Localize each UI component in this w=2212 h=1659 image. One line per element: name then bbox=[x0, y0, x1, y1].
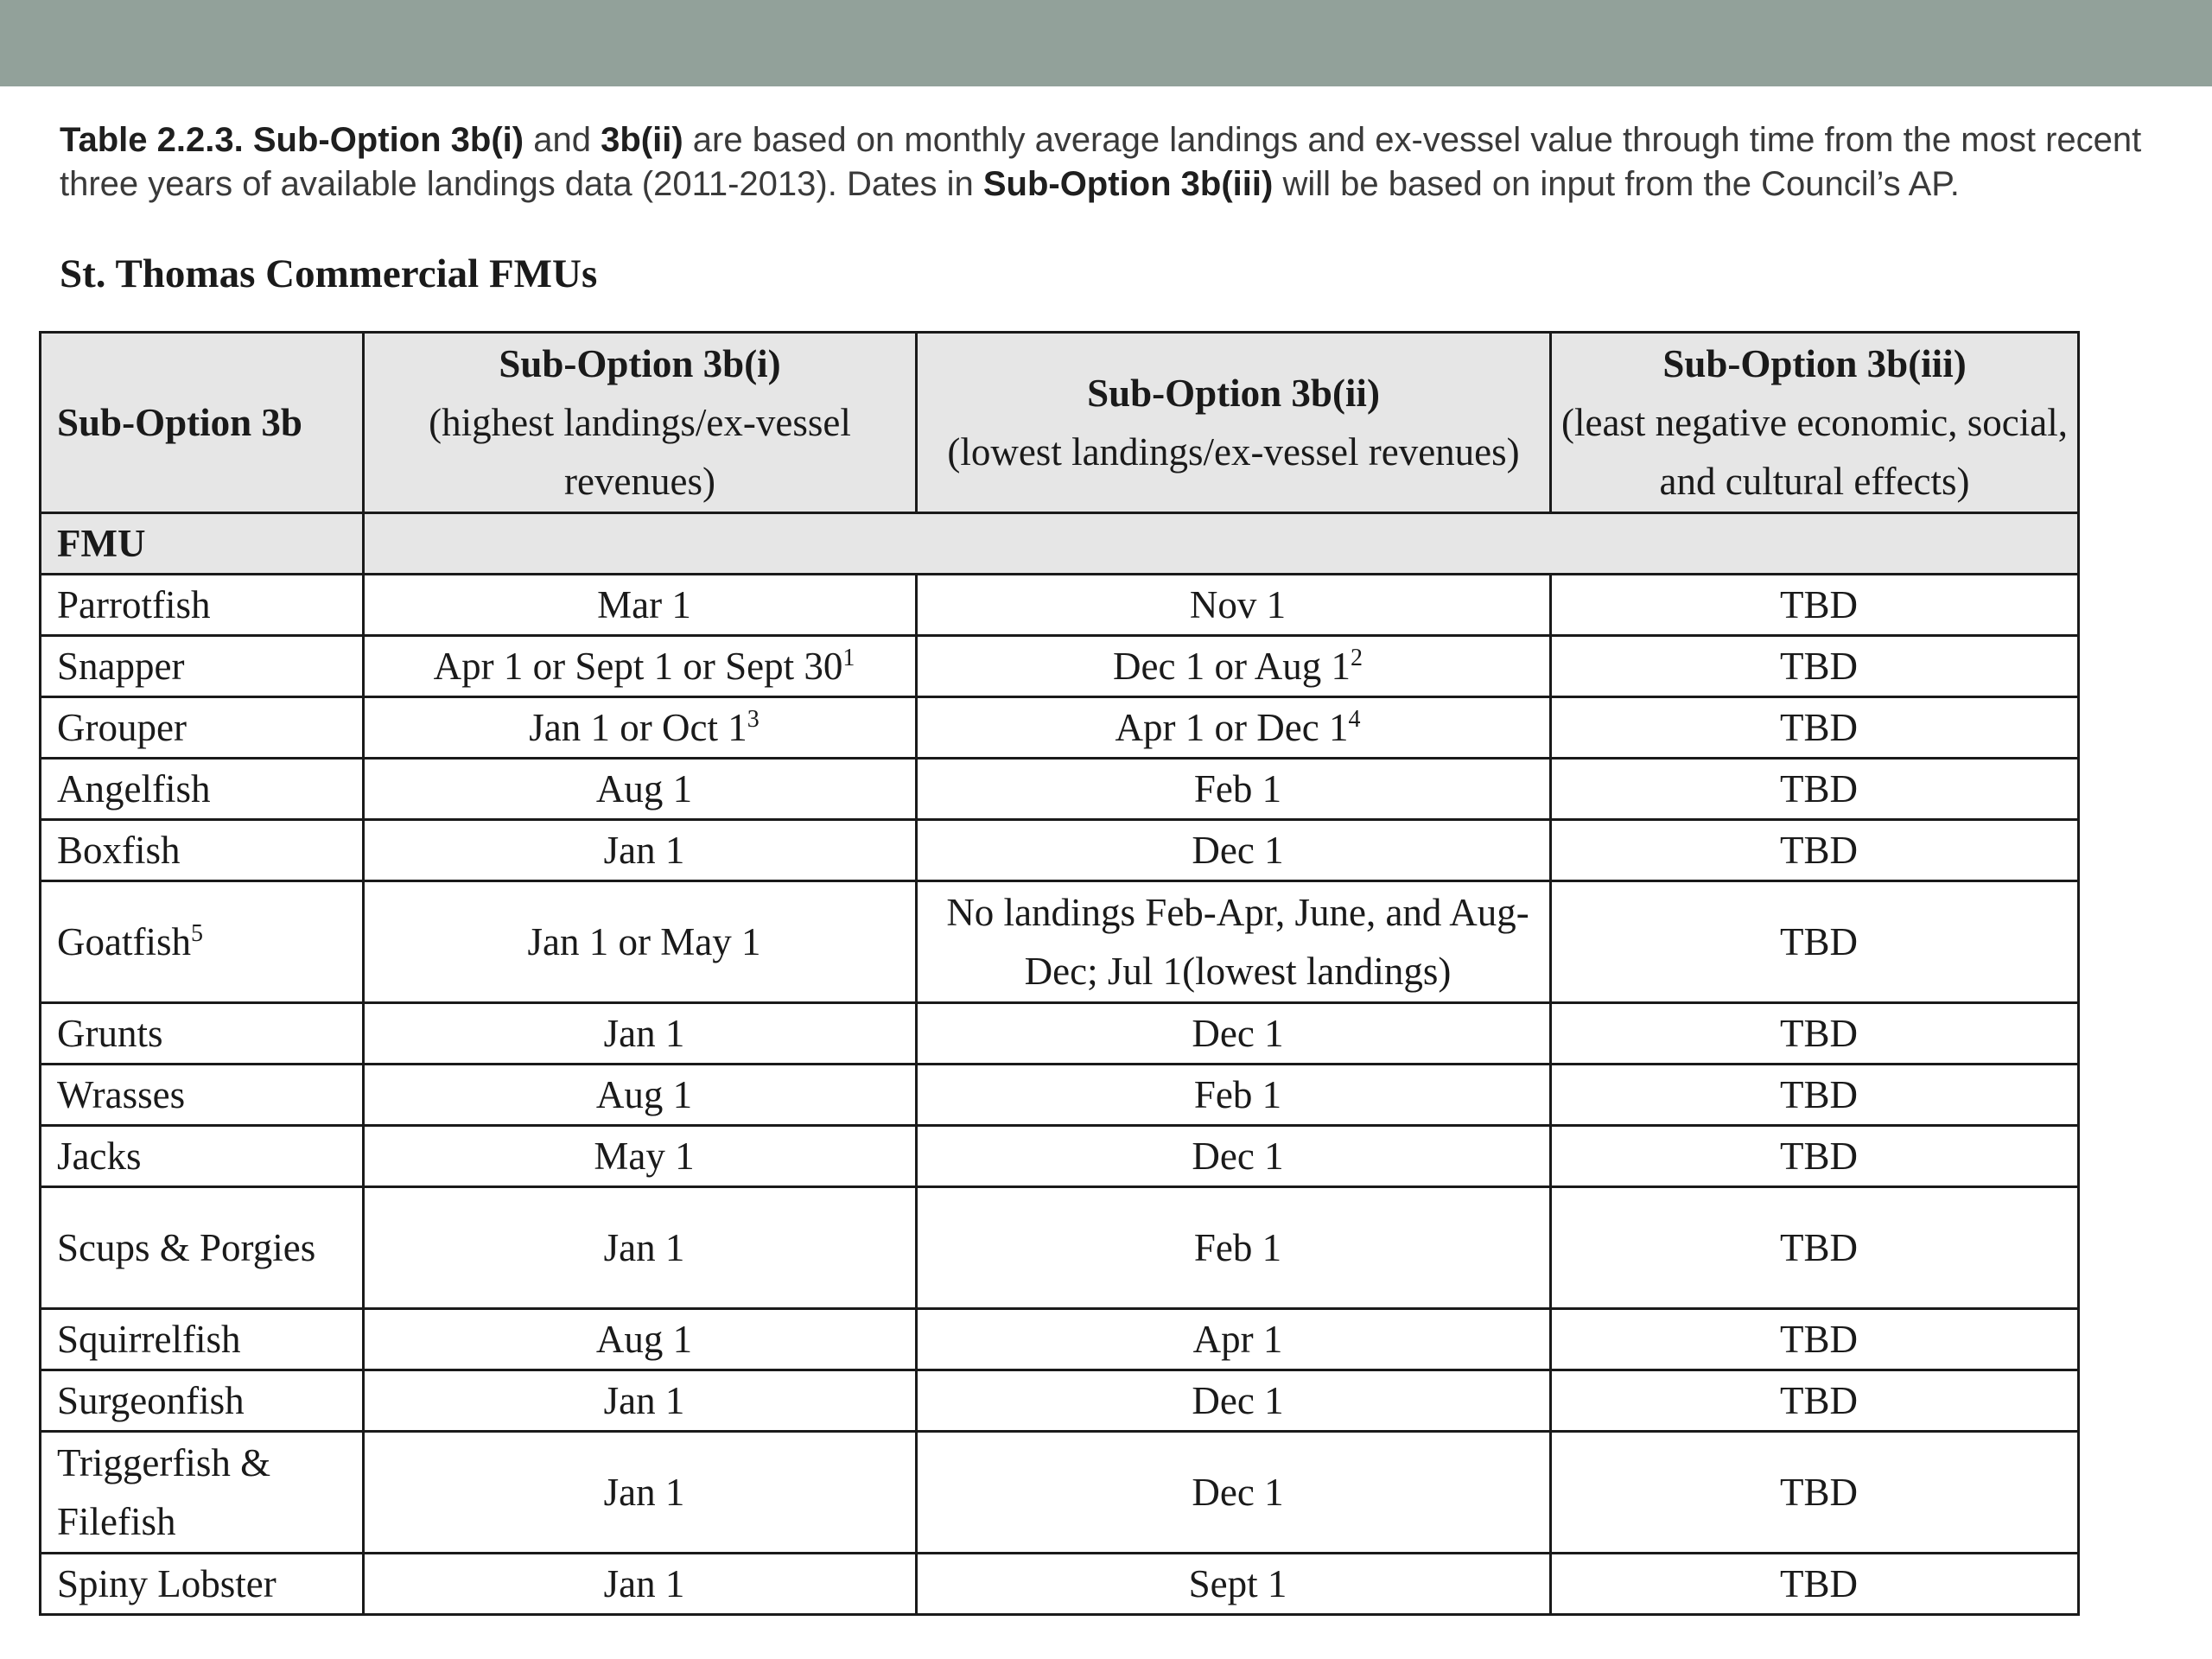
cell-value: Jan 1 or Oct 1 bbox=[529, 706, 747, 749]
caption-option-b: 3b(ii) bbox=[601, 121, 683, 159]
fmu-name-cell bbox=[41, 1554, 364, 1615]
fmu-name-cell bbox=[41, 881, 364, 1003]
cell-value: Jan 1 bbox=[603, 1379, 685, 1422]
sub-option-3b-i-cell bbox=[364, 636, 917, 697]
cell-value: TBD bbox=[1780, 920, 1858, 963]
sub-option-3b-iii-cell bbox=[1551, 636, 2079, 697]
cell-value: Jan 1 bbox=[603, 1226, 685, 1269]
sub-option-3b-iii-cell bbox=[1551, 1187, 2079, 1309]
sub-option-3b-i-cell bbox=[364, 759, 917, 820]
cell-value: Aug 1 bbox=[595, 767, 693, 810]
cell-value: Nov 1 bbox=[1189, 583, 1287, 626]
header-title: Sub-Option 3b(ii) bbox=[1087, 372, 1380, 415]
sub-option-3b-ii-cell bbox=[917, 1126, 1551, 1187]
header-title: Sub-Option 3b(i) bbox=[499, 342, 781, 385]
cell-value: Dec 1 bbox=[1192, 1471, 1284, 1514]
header-sub-option-3b bbox=[41, 333, 364, 513]
cell-value: Jan 1 bbox=[603, 829, 685, 872]
cell-value: Apr 1 bbox=[1192, 1318, 1283, 1361]
sub-option-3b-i-cell bbox=[364, 820, 917, 881]
fmu-name-cell bbox=[41, 1003, 364, 1065]
table-row bbox=[41, 575, 2079, 636]
fmu-table bbox=[39, 331, 2080, 1616]
footnote-marker: 5 bbox=[190, 920, 203, 947]
table-row bbox=[41, 1003, 2079, 1065]
cell-value: May 1 bbox=[594, 1135, 695, 1178]
caption-text-2: will be based on input from the Council’s AP. bbox=[1282, 165, 1960, 203]
footnote-marker: 4 bbox=[1348, 706, 1361, 733]
sub-option-3b-ii-cell bbox=[917, 636, 1551, 697]
fmu-name-cell bbox=[41, 1065, 364, 1126]
caption-option-a: Sub-Option 3b(i) bbox=[252, 121, 524, 159]
table-row bbox=[41, 759, 2079, 820]
fmu-name: Triggerfish & Filefish bbox=[57, 1441, 271, 1543]
cell-value: Dec 1 bbox=[1192, 1135, 1284, 1178]
footnote-marker: 2 bbox=[1350, 645, 1363, 671]
table-row bbox=[41, 820, 2079, 881]
table-row bbox=[41, 1554, 2079, 1615]
fmu-name: Parrotfish bbox=[57, 583, 211, 626]
cell-value: Sept 1 bbox=[1188, 1562, 1287, 1605]
sub-option-3b-iii-cell bbox=[1551, 1309, 2079, 1370]
sub-option-3b-ii-cell bbox=[917, 575, 1551, 636]
sub-option-3b-ii-cell bbox=[917, 1003, 1551, 1065]
fmu-name: Snapper bbox=[57, 645, 185, 688]
fmu-name: Grunts bbox=[57, 1012, 163, 1055]
sub-option-3b-iii-cell bbox=[1551, 820, 2079, 881]
sub-option-3b-i-cell bbox=[364, 1554, 917, 1615]
sub-option-3b-iii-cell bbox=[1551, 1370, 2079, 1432]
caption-option-c: Sub-Option 3b(iii) bbox=[982, 165, 1274, 203]
cell-value: Jan 1 bbox=[603, 1562, 685, 1605]
fmu-name-cell bbox=[41, 1309, 364, 1370]
title-bar bbox=[0, 0, 2212, 86]
sub-option-3b-i-cell bbox=[364, 1187, 917, 1309]
fmu-name: Boxfish bbox=[57, 829, 181, 872]
cell-value: Dec 1 or Aug 1 bbox=[1113, 645, 1351, 688]
table-row bbox=[41, 1126, 2079, 1187]
section-title: St. Thomas Commercial FMUs bbox=[60, 251, 598, 296]
cell-value: TBD bbox=[1780, 829, 1858, 872]
cell-value: Feb 1 bbox=[1193, 1226, 1282, 1269]
cell-value: TBD bbox=[1780, 1471, 1858, 1514]
fmu-name-cell bbox=[41, 759, 364, 820]
sub-option-3b-ii-cell bbox=[917, 1309, 1551, 1370]
sub-option-3b-ii-cell bbox=[917, 1187, 1551, 1309]
table-row bbox=[41, 1309, 2079, 1370]
caption-and: and bbox=[533, 121, 591, 159]
header-title: Sub-Option 3b(iii) bbox=[1662, 342, 1967, 385]
sub-option-3b-ii-cell bbox=[917, 1432, 1551, 1554]
fmu-name-cell bbox=[41, 1432, 364, 1554]
cell-value: TBD bbox=[1780, 583, 1858, 626]
fmu-name: Squirrelfish bbox=[57, 1318, 241, 1361]
sub-option-3b-iii-cell bbox=[1551, 759, 2079, 820]
table-row bbox=[41, 1187, 2079, 1309]
fmu-group-row bbox=[41, 513, 2079, 575]
cell-value: TBD bbox=[1780, 1012, 1858, 1055]
sub-option-3b-i-cell bbox=[364, 1065, 917, 1126]
cell-value: TBD bbox=[1780, 767, 1858, 810]
table-row bbox=[41, 1432, 2079, 1554]
fmu-group-label: FMU bbox=[41, 513, 364, 575]
table-body bbox=[41, 513, 2079, 1615]
cell-value: Jan 1 bbox=[603, 1012, 685, 1055]
sub-option-3b-iii-cell bbox=[1551, 1065, 2079, 1126]
sub-option-3b-iii-cell bbox=[1551, 1126, 2079, 1187]
sub-option-3b-i-cell bbox=[364, 1003, 917, 1065]
cell-value: TBD bbox=[1780, 1073, 1858, 1116]
sub-option-3b-ii-cell bbox=[917, 1554, 1551, 1615]
cell-value: Apr 1 or Sept 1 or Sept 30 bbox=[433, 645, 843, 688]
sub-option-3b-iii-cell bbox=[1551, 575, 2079, 636]
cell-value: No landings Feb-Apr, June, and Aug-Dec; Jul 1(lowest landings) bbox=[946, 891, 1529, 993]
sub-option-3b-i-cell bbox=[364, 881, 917, 1003]
header-subtitle: (lowest landings/ex-vessel revenues) bbox=[947, 430, 1520, 474]
header-sub-option-3b-ii bbox=[917, 333, 1551, 513]
sub-option-3b-ii-cell bbox=[917, 1370, 1551, 1432]
sub-option-3b-i-cell bbox=[364, 1309, 917, 1370]
cell-value: TBD bbox=[1780, 1379, 1858, 1422]
cell-value: Feb 1 bbox=[1193, 1073, 1282, 1116]
sub-option-3b-i-cell bbox=[364, 1126, 917, 1187]
footnote-marker: 1 bbox=[842, 645, 855, 671]
sub-option-3b-iii-cell bbox=[1551, 697, 2079, 759]
cell-value: Feb 1 bbox=[1193, 767, 1282, 810]
sub-option-3b-ii-cell bbox=[917, 697, 1551, 759]
cell-value: Jan 1 bbox=[603, 1471, 685, 1514]
fmu-name-cell bbox=[41, 697, 364, 759]
fmu-name-cell bbox=[41, 1126, 364, 1187]
cell-value: Aug 1 bbox=[595, 1318, 693, 1361]
sub-option-3b-i-cell bbox=[364, 1432, 917, 1554]
cell-value: TBD bbox=[1780, 645, 1858, 688]
cell-value: Dec 1 bbox=[1192, 1379, 1284, 1422]
fmu-name: Goatfish bbox=[57, 920, 191, 963]
fmu-name: Wrasses bbox=[57, 1073, 186, 1116]
sub-option-3b-iii-cell bbox=[1551, 1003, 2079, 1065]
header-title: Sub-Option 3b bbox=[57, 401, 302, 444]
fmu-name-cell bbox=[41, 1370, 364, 1432]
cell-value: Aug 1 bbox=[595, 1073, 693, 1116]
fmu-name: Scups & Porgies bbox=[57, 1226, 316, 1269]
sub-option-3b-ii-cell bbox=[917, 759, 1551, 820]
sub-option-3b-i-cell bbox=[364, 575, 917, 636]
fmu-group-spacer bbox=[364, 513, 2079, 575]
sub-option-3b-iii-cell bbox=[1551, 1554, 2079, 1615]
table-row bbox=[41, 881, 2079, 1003]
caption-text-1: are based on monthly average landings and ex-vessel value through time from the most recent three years of available landings data (2011-2013). Dates in bbox=[60, 121, 2142, 203]
caption-label: Table 2.2.3. bbox=[60, 121, 244, 159]
cell-value: TBD bbox=[1780, 1135, 1858, 1178]
sub-option-3b-i-cell bbox=[364, 697, 917, 759]
cell-value: TBD bbox=[1780, 1562, 1858, 1605]
sub-option-3b-ii-cell bbox=[917, 881, 1551, 1003]
header-subtitle: (highest landings/ex-vessel revenues) bbox=[429, 401, 851, 503]
table-header-row bbox=[41, 333, 2079, 513]
fmu-name-cell bbox=[41, 575, 364, 636]
fmu-name-cell bbox=[41, 1187, 364, 1309]
cell-value: Jan 1 or May 1 bbox=[527, 920, 761, 963]
fmu-name: Grouper bbox=[57, 706, 187, 749]
sub-option-3b-ii-cell bbox=[917, 1065, 1551, 1126]
table-row bbox=[41, 697, 2079, 759]
fmu-name-cell bbox=[41, 820, 364, 881]
cell-value: TBD bbox=[1780, 1226, 1858, 1269]
fmu-name: Spiny Lobster bbox=[57, 1562, 276, 1605]
footnote-marker: 3 bbox=[747, 706, 760, 733]
cell-value: Dec 1 bbox=[1192, 829, 1284, 872]
fmu-name: Surgeonfish bbox=[57, 1379, 245, 1422]
fmu-name-cell bbox=[41, 636, 364, 697]
table-row bbox=[41, 1370, 2079, 1432]
fmu-name: Jacks bbox=[57, 1135, 142, 1178]
table-row bbox=[41, 1065, 2079, 1126]
cell-value: Mar 1 bbox=[597, 583, 691, 626]
sub-option-3b-i-cell bbox=[364, 1370, 917, 1432]
cell-value: TBD bbox=[1780, 706, 1858, 749]
header-subtitle: (least negative economic, social, and cultural effects) bbox=[1560, 401, 2068, 503]
table-row bbox=[41, 636, 2079, 697]
header-sub-option-3b-iii bbox=[1551, 333, 2079, 513]
header-sub-option-3b-i bbox=[364, 333, 917, 513]
cell-value: Apr 1 or Dec 1 bbox=[1115, 706, 1349, 749]
sub-option-3b-ii-cell bbox=[917, 820, 1551, 881]
fmu-name: Angelfish bbox=[57, 767, 211, 810]
cell-value: Dec 1 bbox=[1192, 1012, 1284, 1055]
sub-option-3b-iii-cell bbox=[1551, 1432, 2079, 1554]
table-caption bbox=[60, 118, 2202, 207]
cell-value: TBD bbox=[1780, 1318, 1858, 1361]
sub-option-3b-iii-cell bbox=[1551, 881, 2079, 1003]
